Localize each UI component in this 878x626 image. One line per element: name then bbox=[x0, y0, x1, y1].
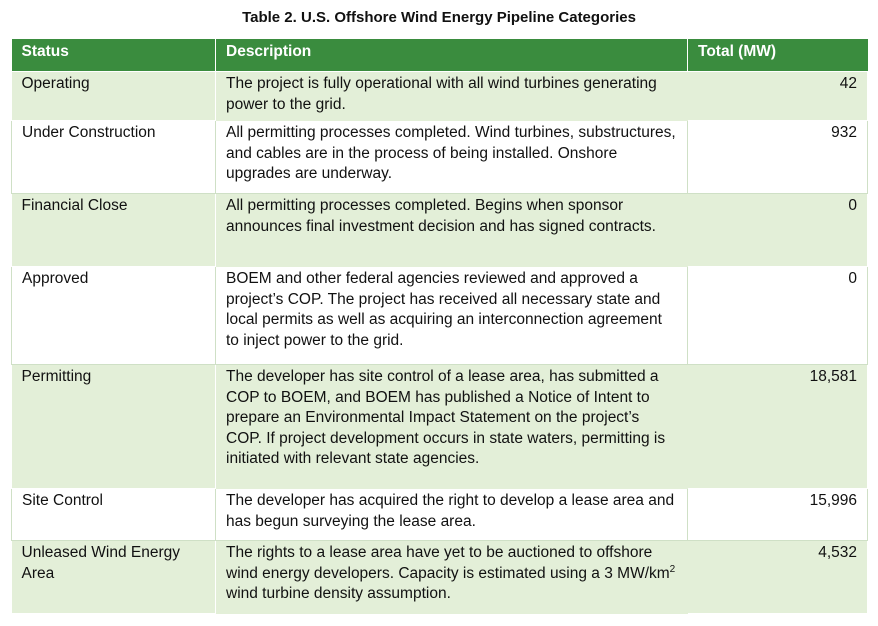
header-description: Description bbox=[216, 39, 688, 72]
description-cell bbox=[216, 541, 688, 614]
description-cell: All permitting processes completed. Begins when sponsor announces final investment decision and has signed contracts. bbox=[216, 194, 688, 267]
header-total: Total (MW) bbox=[688, 39, 868, 72]
total-cell: 932 bbox=[688, 121, 868, 194]
table-row bbox=[12, 541, 868, 614]
total-cell: 0 bbox=[688, 194, 868, 267]
table-row bbox=[12, 267, 868, 365]
total-cell: 0 bbox=[688, 267, 868, 365]
header-row bbox=[12, 39, 868, 72]
total-cell: 18,581 bbox=[688, 365, 868, 489]
header-status: Status bbox=[12, 39, 216, 72]
table-row bbox=[12, 72, 868, 121]
superscript: 2 bbox=[669, 563, 676, 575]
status-cell: Financial Close bbox=[12, 194, 216, 267]
status-cell: Under Construction bbox=[12, 121, 216, 194]
total-cell: 15,996 bbox=[688, 489, 868, 541]
total-cell: 42 bbox=[688, 72, 868, 121]
description-cell: All permitting processes completed. Wind turbines, substructures, and cables are in the process of being installed. Onshore upgrades are underway. bbox=[216, 121, 688, 194]
status-cell: Operating bbox=[12, 72, 216, 121]
table-caption: Table 2. U.S. Offshore Wind Energy Pipeline Categories bbox=[242, 9, 636, 26]
description-cell: BOEM and other federal agencies reviewed and approved a project’s COP. The project has received all necessary state and local permits as well as acquiring an interconnection agreement to inject power to the grid. bbox=[216, 267, 688, 365]
table-row bbox=[12, 121, 868, 194]
description-cell: The project is fully operational with all wind turbines generating power to the grid. bbox=[216, 72, 688, 121]
status-cell: Permitting bbox=[12, 365, 216, 489]
status-cell: Approved bbox=[12, 267, 216, 365]
description-cell: The developer has site control of a lease area, has submitted a COP to BOEM, and BOEM has published a Notice of Intent to prepare an Environmental Impact Statement on the project’s COP. If project development occurs in state waters, permitting is initiated with relevant state agencies. bbox=[216, 365, 688, 489]
description-cell: The developer has acquired the right to develop a lease area and has begun surveying the lease area. bbox=[216, 489, 688, 541]
table-row bbox=[12, 489, 868, 541]
table-row bbox=[12, 365, 868, 489]
description-text: The rights to a lease area have yet to be auctioned to offshore wind energy developers. Capacity is estimated using a 3 MW/km bbox=[226, 544, 670, 582]
table-row bbox=[12, 194, 868, 267]
description-text-end: wind turbine density assumption. bbox=[226, 585, 451, 602]
status-cell: Unleased Wind Energy Area bbox=[12, 541, 216, 614]
pipeline-table bbox=[11, 39, 868, 614]
status-cell: Site Control bbox=[12, 489, 216, 541]
total-cell: 4,532 bbox=[688, 541, 868, 614]
